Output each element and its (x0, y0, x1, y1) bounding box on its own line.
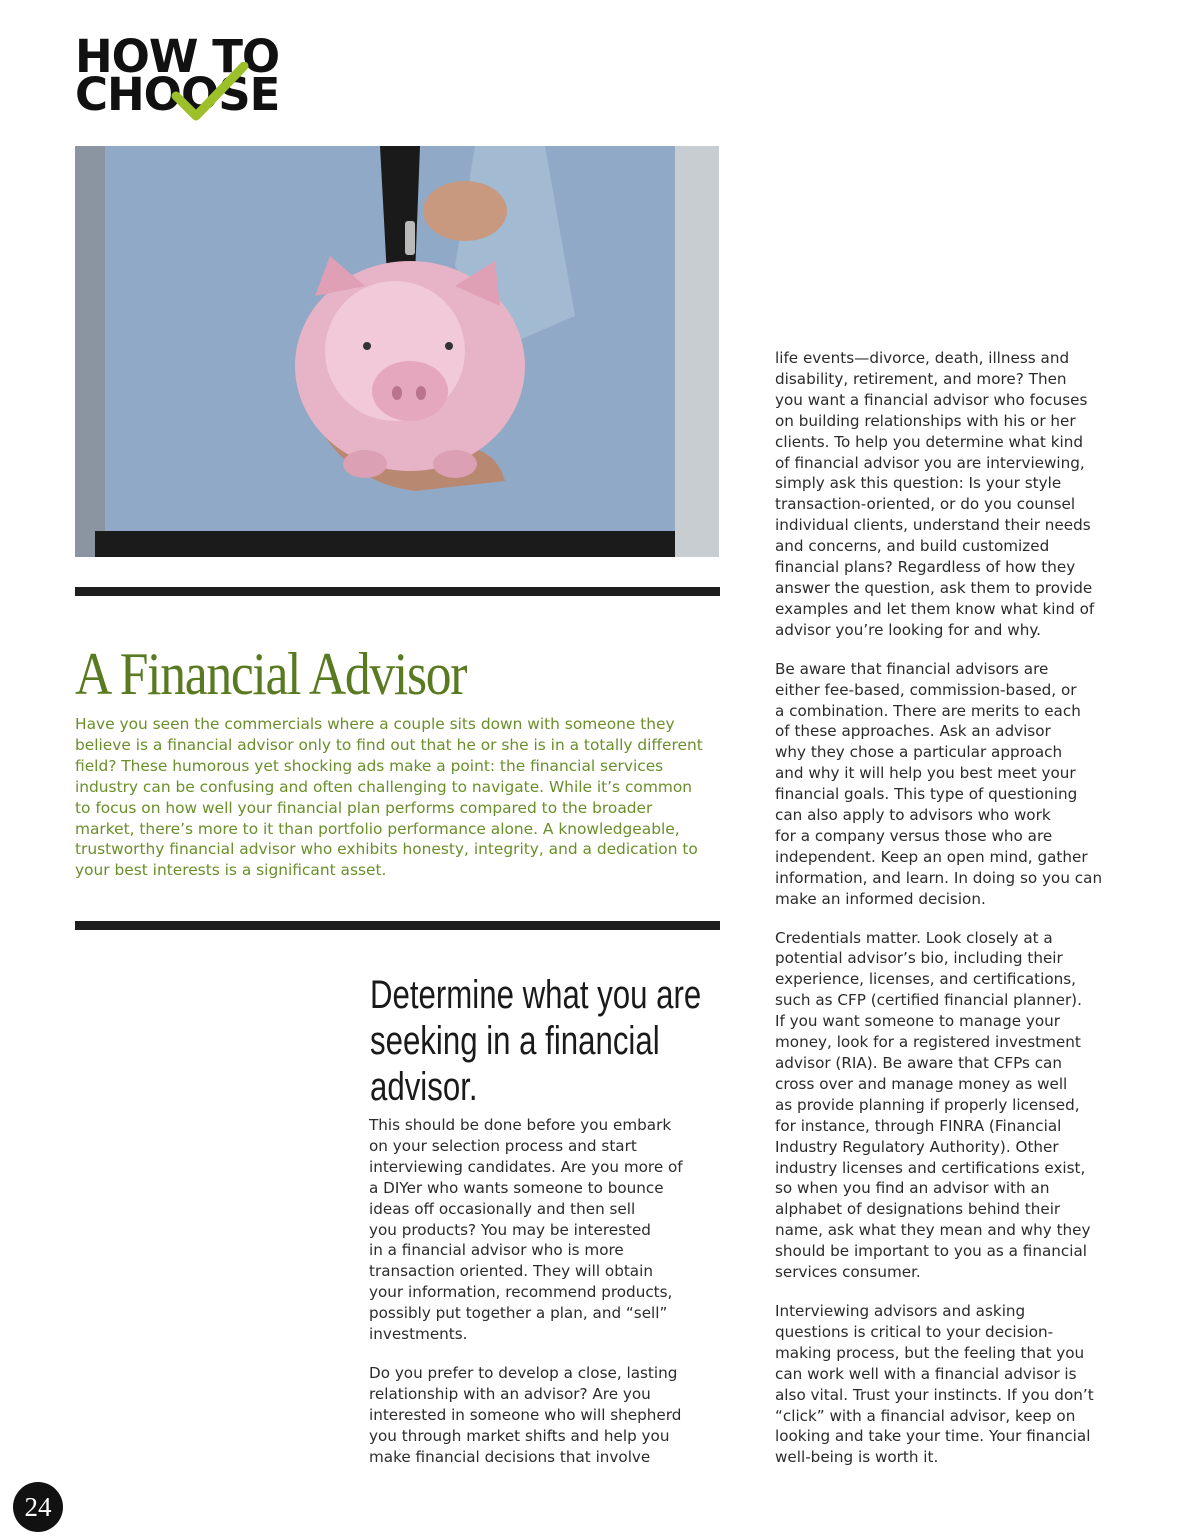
text-line: industry can be confusing and often challenging to navigate. While it’s common (75, 777, 693, 796)
text-line: advisor (RIA). Be aware that CFPs can (775, 1054, 1062, 1072)
text-line: on your selection process and start (369, 1136, 637, 1155)
paragraph (775, 1301, 1135, 1468)
text-line: trustworthy financial advisor who exhibits honesty, integrity, and a dedication to (75, 840, 698, 859)
text-line: well-being is worth it. (775, 1448, 939, 1467)
text-line: questions is critical to your decision- (775, 1322, 1054, 1341)
paragraph (775, 928, 1135, 1283)
section-heading (370, 972, 795, 1110)
text-line: your information, recommend products, (369, 1283, 673, 1302)
text-line: life events—divorce, death, illness and (775, 349, 1070, 367)
text-line: examples and let them know what kind of (775, 599, 1095, 618)
text-line: can also apply to advisors who work (775, 806, 1051, 825)
divider-top (75, 587, 720, 596)
piggy-bank-icon (75, 146, 719, 557)
text-line: and concerns, and build customized (775, 537, 1050, 556)
article-intro (75, 714, 735, 881)
hero-photo (75, 146, 719, 557)
text-line: of these approaches. Ask an advisor (775, 722, 1051, 741)
text-line: also vital. Trust your instincts. If you don’t (775, 1385, 1094, 1404)
text-line: advisor you’re looking for and why. (775, 620, 1041, 639)
text-line: industry licenses and certifications exist, (775, 1158, 1086, 1177)
logo-line-1: HOW TO (75, 30, 280, 83)
text-line: disability, retirement, and more? Then (775, 369, 1067, 388)
text-line: can work well with a financial advisor is (775, 1364, 1077, 1383)
text-line: Industry Regulatory Authority). Other (775, 1137, 1059, 1156)
text-line: for a company versus those who are (775, 826, 1053, 845)
text-line: Do you prefer to develop a close, lasting (369, 1363, 678, 1382)
text-line: you want a financial advisor who focuses (775, 390, 1088, 409)
text-line: Determine what you are (370, 973, 702, 1017)
article-title: A Financial Advisor (75, 641, 467, 707)
text-line: financial goals. This type of questioning (775, 785, 1078, 804)
text-line: for instance, through FINRA (Financial (775, 1116, 1062, 1135)
text-line: your best interests is a significant asset. (75, 861, 387, 880)
how-to-choose-logo (75, 30, 355, 123)
page-number: 24 (13, 1482, 63, 1532)
text-line: information, and learn. In doing so you can (775, 868, 1103, 887)
text-line: ideas off occasionally and then sell (369, 1199, 636, 1218)
text-line: relationship with an advisor? Are you (369, 1384, 651, 1403)
middle-column (369, 1115, 714, 1486)
text-line: “click” with a financial advisor, keep on (775, 1406, 1076, 1425)
text-line: services consumer. (775, 1263, 921, 1282)
text-line: interested in someone who will shepherd (369, 1405, 682, 1424)
text-line: make financial decisions that involve (369, 1447, 651, 1466)
text-line: as provide planning if properly licensed, (775, 1095, 1080, 1114)
text-line: name, ask what they mean and why they (775, 1221, 1091, 1240)
text-line: make an informed decision. (775, 889, 986, 908)
text-line: seeking in a financial (370, 1019, 660, 1063)
text-line: making process, but the feeling that you (775, 1343, 1085, 1362)
text-line: should be important to you as a financial (775, 1242, 1088, 1261)
right-column (775, 348, 1135, 1486)
text-line: interviewing candidates. Are you more of (369, 1157, 683, 1176)
text-line: simply ask this question: Is your style (775, 474, 1062, 493)
text-line: This should be done before you embark (369, 1116, 672, 1134)
text-line: field? These humorous yet shocking ads make a point: the financial services (75, 756, 664, 775)
paragraph (775, 348, 1135, 641)
text-line: in a financial advisor who is more (369, 1241, 624, 1260)
text-line: clients. To help you determine what kind (775, 432, 1083, 451)
text-line: possibly put together a plan, and “sell” (369, 1304, 668, 1323)
text-line: Be aware that financial advisors are (775, 659, 1049, 678)
text-line: experience, licenses, and certifications, (775, 970, 1076, 989)
text-line: such as CFP (certified financial planner). (775, 991, 1082, 1010)
text-line: individual clients, understand their needs (775, 516, 1091, 535)
text-line: either fee-based, commission-based, or (775, 680, 1077, 699)
text-line: independent. Keep an open mind, gather (775, 847, 1088, 866)
text-line: alphabet of designations behind their (775, 1200, 1061, 1219)
paragraph (775, 659, 1135, 910)
checkmark-icon (170, 62, 250, 124)
text-line: transaction oriented. They will obtain (369, 1262, 653, 1281)
text-line: investments. (369, 1325, 468, 1344)
text-line: a combination. There are merits to each (775, 701, 1081, 720)
text-line: on building relationships with his or her (775, 411, 1076, 430)
divider-bottom (75, 921, 720, 930)
text-line: money, look for a registered investment (775, 1033, 1081, 1052)
text-line: why they chose a particular approach (775, 743, 1063, 762)
text-line: market, there’s more to it than portfolio performance alone. A knowledgeable, (75, 819, 680, 838)
logo-line-2: CHOOSE (75, 68, 280, 121)
text-line: you through market shifts and help you (369, 1426, 670, 1445)
text-line: transaction-oriented, or do you counsel (775, 495, 1076, 514)
paragraph (369, 1115, 714, 1345)
text-line: cross over and manage money as well (775, 1074, 1068, 1093)
text-line: of financial advisor you are interviewing, (775, 453, 1085, 472)
paragraph (369, 1363, 714, 1468)
text-line: financial plans? Regardless of how they (775, 558, 1076, 577)
text-line: potential advisor’s bio, including their (775, 949, 1063, 968)
text-line: looking and take your time. Your financial (775, 1427, 1091, 1446)
text-line: believe is a financial advisor only to find out that he or she is in a totally different (75, 735, 703, 754)
text-line: you products? You may be interested (369, 1220, 651, 1239)
text-line: If you want someone to manage your (775, 1012, 1061, 1031)
text-line: a DIYer who wants someone to bounce (369, 1178, 664, 1197)
text-line: advisor. (370, 1065, 478, 1109)
text-line: Credentials matter. Look closely at a (775, 928, 1053, 947)
text-line: Interviewing advisors and asking (775, 1301, 1026, 1320)
text-line: so when you find an advisor with an (775, 1179, 1050, 1198)
text-line: to focus on how well your financial plan performs compared to the broader (75, 798, 653, 817)
text-line: Have you seen the commercials where a couple sits down with someone they (75, 715, 675, 733)
text-line: and why it will help you best meet your (775, 764, 1076, 783)
text-line: answer the question, ask them to provide (775, 578, 1093, 597)
